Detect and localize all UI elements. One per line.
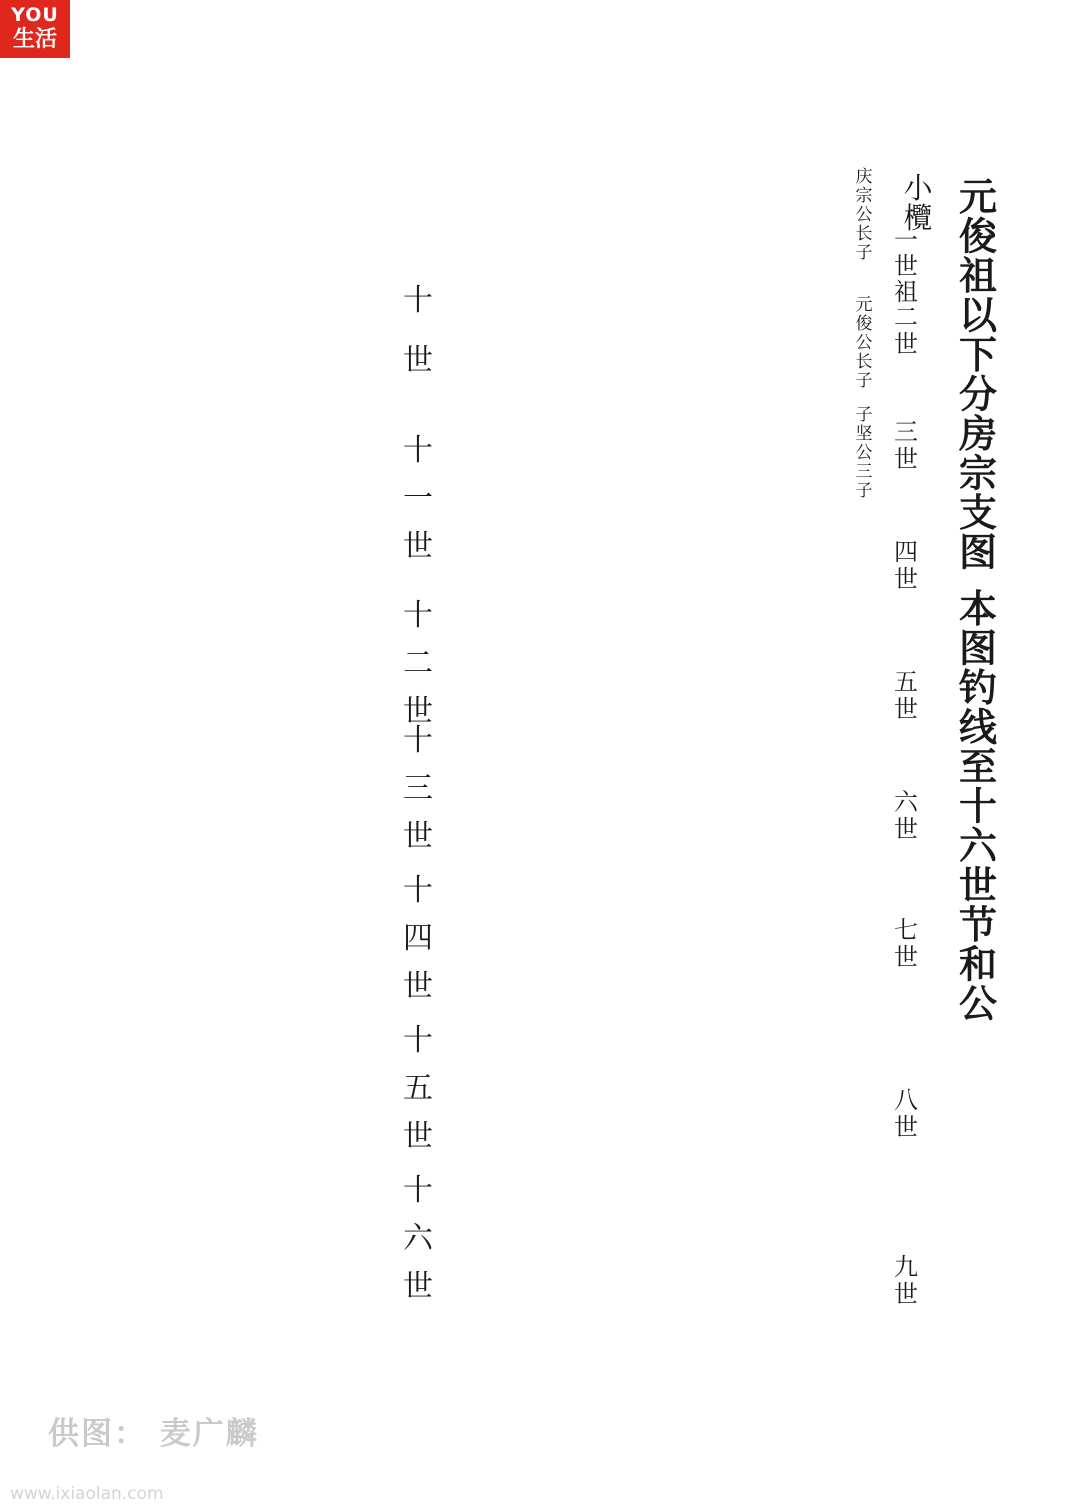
note-zijian: 元俊公长子 — [855, 295, 873, 391]
generation-label-7: 七世 — [894, 916, 918, 971]
generation-label-9: 九世 — [894, 1253, 918, 1308]
generation-label-11: 十一世 — [403, 433, 433, 564]
generation-label-12: 十二世 — [403, 598, 433, 729]
generation-label-15: 十五世 — [403, 1023, 433, 1154]
image-credit: 供图： 麦广麟 — [48, 1416, 259, 1452]
note-root: 庆宗公长子 — [855, 167, 873, 263]
generation-label-16: 十六世 — [403, 1173, 433, 1304]
site-watermark: www.ixiaolan.com — [10, 1484, 164, 1504]
logo-text-life: 生活 — [12, 27, 57, 52]
diagram-subtitle: 本图钓线至十六世节和公 — [958, 586, 998, 1026]
generation-label-4: 四世 — [894, 538, 918, 593]
note-yingxin: 子坚公三子 — [855, 405, 873, 501]
generation-label-1-place: 小欖 — [903, 171, 933, 235]
generation-label-14: 十四世 — [403, 873, 433, 1004]
generation-label-1: 一世祖 — [894, 226, 918, 306]
diagram-title: 元俊祖以下分房宗支图 — [958, 174, 998, 575]
generation-label-3: 三世 — [894, 418, 918, 473]
generation-label-10: 十世 — [403, 283, 433, 378]
logo-text-you: YOU — [11, 4, 59, 26]
generation-label-8: 八世 — [894, 1086, 918, 1141]
generation-label-2: 二世 — [894, 303, 918, 358]
generation-label-5: 五世 — [894, 668, 918, 723]
generation-label-13: 十三世 — [403, 723, 433, 854]
generation-label-6: 六世 — [894, 788, 918, 843]
